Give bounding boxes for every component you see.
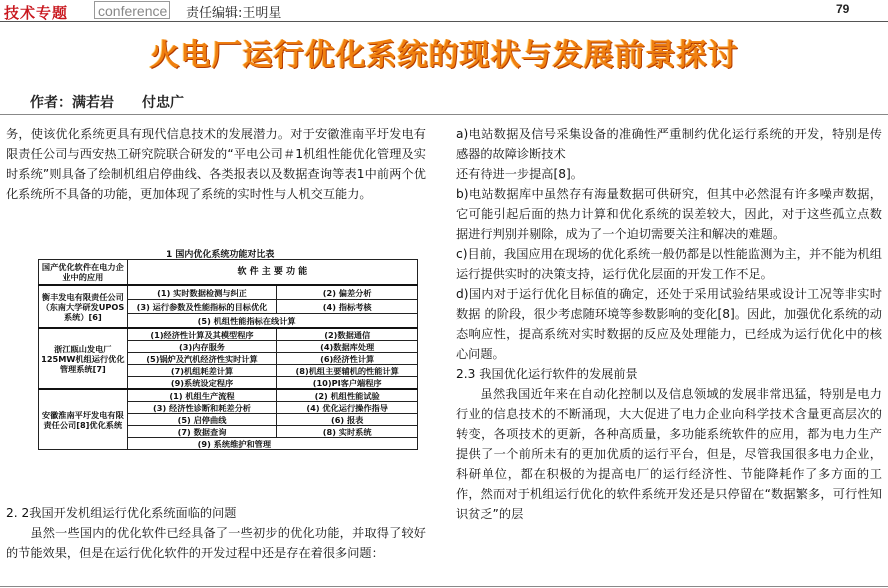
right-column	[456, 124, 882, 524]
function-cell: (1)经济性计算及其模型程序	[127, 328, 277, 341]
table-row	[39, 285, 418, 300]
function-cell: (5) 启停曲线	[127, 414, 277, 426]
function-cell: (5) 机组性能指标在线计算	[127, 314, 417, 329]
article-title: 火电厂运行优化系统的现状与发展前景探讨	[149, 38, 739, 73]
function-cell: (6)经济性计算	[277, 353, 418, 365]
header-divider	[0, 21, 888, 22]
function-cell: (1) 机组生产流程	[127, 389, 277, 402]
function-cell: (3) 运行参数及性能指标的目标优化	[127, 300, 277, 314]
org-cell: 浙江瓯山发电厂125MW机组运行优化管理系统[7]	[39, 328, 128, 389]
running-header	[0, 0, 888, 22]
function-cell: (3)内存服务	[127, 341, 277, 353]
footer-rule	[0, 586, 888, 587]
conference-label: conference	[94, 1, 170, 19]
function-cell: (2) 偏差分析	[277, 285, 418, 300]
item-b: b)电站数据库中虽然存有海量数据可供研究，但其中必然混有许多噪声数据，它可能引起后面的热力计算和优化系统的误差较大，因此，对于这些孤立点数据进行判别并剔除，成为了一个迫切需要关注和解决的难题。	[456, 187, 882, 241]
table-header-row	[39, 260, 418, 286]
function-cell: (9)系统设定程序	[127, 377, 277, 390]
function-cell: (9) 系统维护和管理	[127, 438, 417, 450]
column-tag: 技术专题	[4, 4, 69, 22]
section-2-2-heading: 2. 2我国开发机组运行优化系统面临的问题	[6, 506, 237, 520]
item-d: d)国内对于运行优化目标值的确定，还处于采用试验结果或设计工况等非实时数据 的阶段，很少考虑随环境等参数影响的变化[8]。因此，加强优化系统的动态响应性，提高系统对实时数据的反应及处理能力，已经成为运行优化中的核心问题。	[456, 287, 882, 361]
function-cell: (7) 数据查询	[127, 426, 277, 438]
function-cell: (2) 机组性能试验	[277, 389, 418, 402]
page-number: 79	[836, 2, 850, 16]
function-cell: (3) 经济性诊断和耗差分析	[127, 402, 277, 414]
section-2-2-paragraph: 虽然一些国内的优化软件已经具备了一些初步的优化功能，并取得了较好的节能效果，但是在运行优化软件的开发过程中还是存在着很多问题：	[6, 526, 426, 560]
left-column-bottom	[6, 503, 426, 563]
function-cell: (4) 指标考核	[277, 300, 418, 314]
function-cell: (6) 报表	[277, 414, 418, 426]
function-cell: (2)数据通信	[277, 328, 418, 341]
title-rule	[0, 114, 888, 115]
editor-credit: 责任编辑:王明星	[186, 6, 282, 21]
section-2-3-paragraph: 虽然我国近年来在自动化控制以及信息领域的发展非常迅猛，特别是电力行业的信息技术的不断涌现，大大促进了电力企业向科学技术含量更高层次的转变，各项技术的更新，各种高质量，多功能系统软件的应用，都为电力生产提供了一个前所未有的更加优质的运行平台，但是，尽管我国很多电力企业，科研单位，都在积极的为提高电厂的运行经济性、节能降耗作了多方面的工作，然而对于机组运行优化的软件系统开发还是只停留在“数据繁多，可行性知识贫乏”的层	[456, 387, 882, 521]
item-a-continued: 还有待进一步提高[8]。	[456, 167, 583, 181]
function-cell: (7)机组耗差计算	[127, 365, 277, 377]
function-cell: (8) 实时系统	[277, 426, 418, 438]
table-title: 1 国内优化系统功能对比表	[166, 250, 275, 260]
section-2-3-heading: 2.3 我国优化运行软件的发展前景	[456, 367, 638, 381]
header-org-cell: 国产优化软件在电力企业中的应用	[39, 260, 128, 286]
item-a: a)电站数据及信号采集设备的准确性严重制约优化运行系统的开发，特别是传感器的故障诊断技术	[456, 127, 882, 161]
left-column-top	[6, 124, 426, 204]
table-row	[39, 328, 418, 341]
function-cell: (8)机组主要辅机的性能计算	[277, 365, 418, 377]
intro-paragraph: 务，使该优化系统更具有现代信息技术的发展潜力。对于安徽淮南平圩发电有限责任公司与西安热工研究院联合研发的“平电公司＃1机组性能优化管理及实时系统”则具备了绘制机组启停曲线、各类报表以及数据查询等表1中前两个优化系统所不具备的功能，更加体现了系统的实时性与人机交互能力。	[6, 127, 426, 201]
function-cell: (10)PI客户端程序	[277, 377, 418, 390]
item-c: c)目前，我国应用在现场的优化系统一般仍都是以性能监测为主，并不能为机组运行提供实时的决策支持，运行优化层面的开发工作不足。	[456, 247, 882, 281]
function-cell: (5)锅炉及汽机经济性实时计算	[127, 353, 277, 365]
function-comparison-table	[38, 259, 418, 450]
header-function-cell: 软 件 主 要 功 能	[127, 260, 417, 286]
function-cell: (4) 优化运行操作指导	[277, 402, 418, 414]
function-cell: (1) 实时数据检测与纠正	[127, 285, 277, 300]
org-cell: 安徽淮南平圩发电有限责任公司[8]优化系统	[39, 389, 128, 450]
table-row	[39, 389, 418, 402]
function-cell: (4)数据库处理	[277, 341, 418, 353]
org-cell: 衡丰发电有限责任公司（东南大学研发UPOS系统）[6]	[39, 285, 128, 328]
authors: 作者：满若岩 付忠广	[30, 95, 184, 111]
